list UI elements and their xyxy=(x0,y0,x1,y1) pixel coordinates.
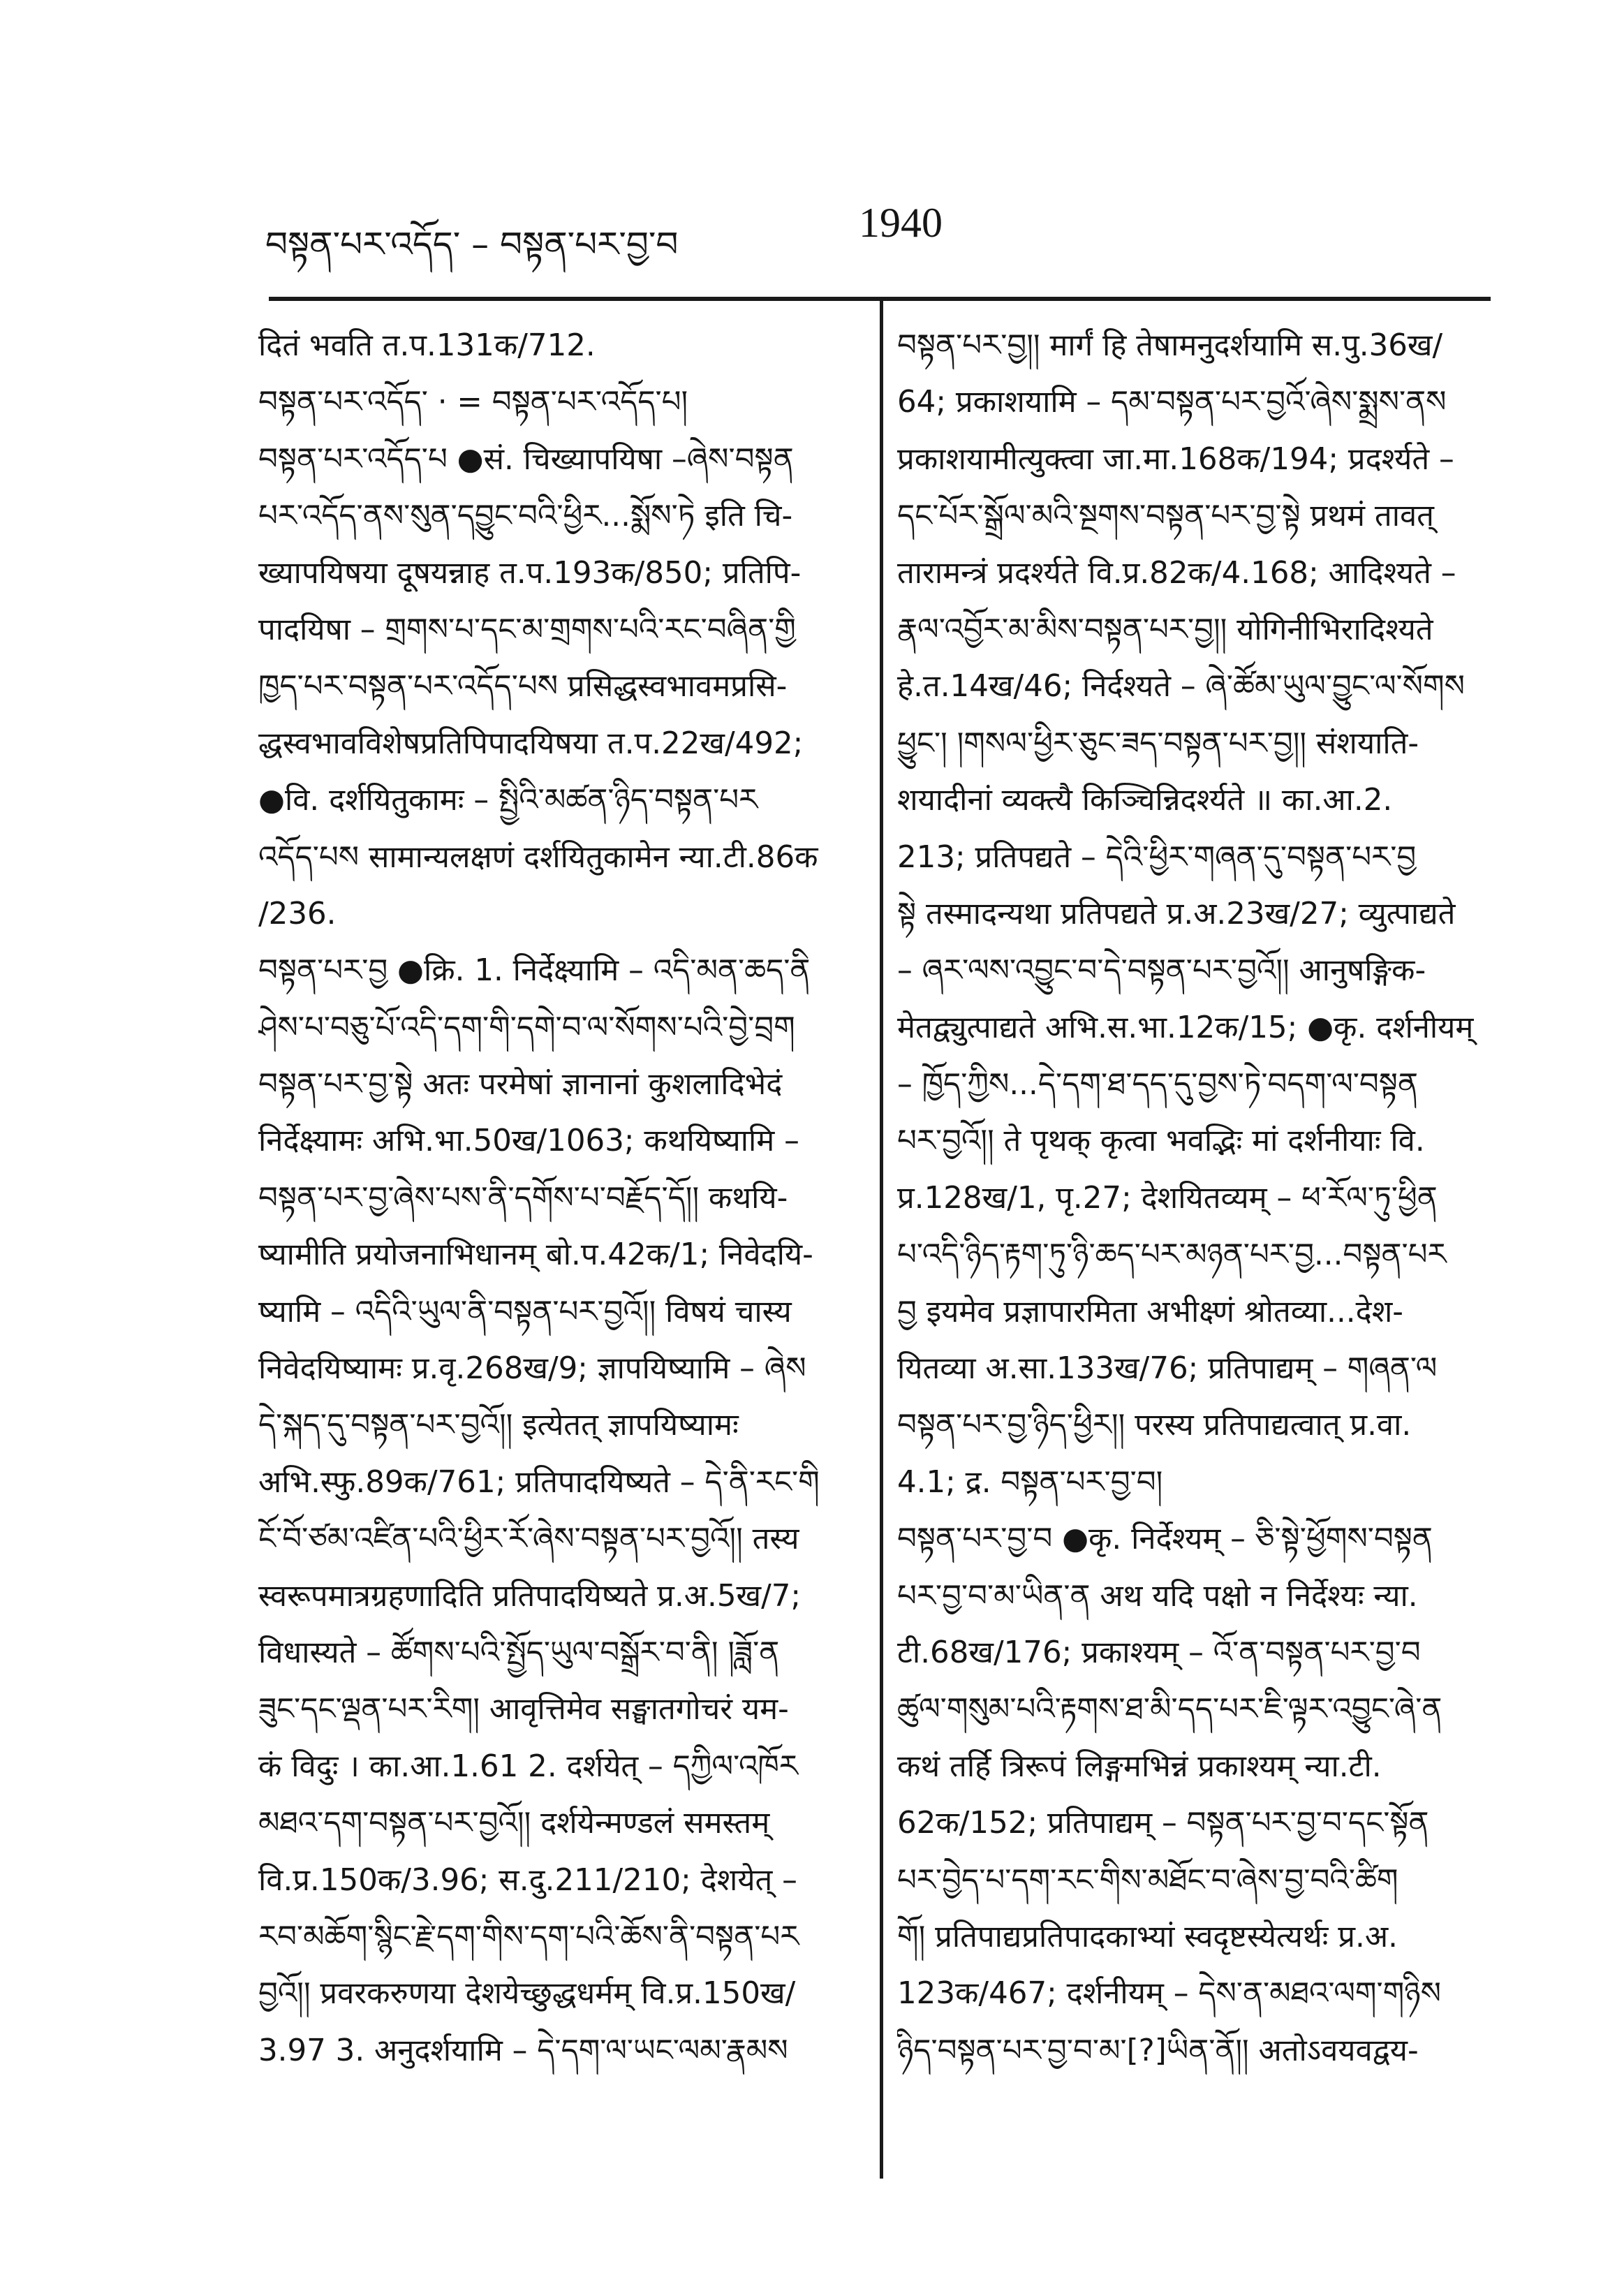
text-line: वि.प्र.150क/3.96; स.दु.211/210; देशयेत् – xyxy=(258,1862,797,1898)
text-line: हे.त.14ख/46; निर्दश्यते – ཞེ་ཚོམ་ཡུལ་བྱུང་ལ་སོགས xyxy=(897,669,1466,705)
text-line: शयादीनां व्यक्त्यै किञ्चिन्निदर्श्यते ॥ का.आ.2. xyxy=(897,783,1393,818)
text-line: – ཁྱོད་ཀྱིས...དེ་དག་ཐ་དད་དུ་བྱས་ཏེ་བདག་ལ་བསྟན xyxy=(897,1067,1419,1103)
text-line: 62क/152; प्रतिपाद्यम् – བསྟན་པར་བྱ་བ་དང་སྟོན xyxy=(897,1806,1429,1841)
text-line: ཤེས་པ་བཅུ་པོ་འདི་དག་གི་དགེ་བ་ལ་སོགས་པའི་བྱེ་བྲག xyxy=(258,1010,795,1045)
text-line: བསྟན་པར་བྱ་ཞེས་པས་ནི་དགོས་པ་བརྗོད་དོ།། कथयि- xyxy=(258,1180,788,1216)
text-line: བསྟན་པར་འདོད་པ ●सं. चिख्यापयिषा –ཞེས་བསྟན xyxy=(258,441,794,477)
text-line: པར་བྱེད་པ་དག་རང་གིས་མཐོང་བ་ཞེས་བྱ་བའི་ཚིག xyxy=(897,1862,1398,1898)
text-line: प्रकाशयामीत्युक्त्वा जा.मा.168क/194; प्रदर्श्यते – xyxy=(897,441,1454,477)
text-line: स्वरूपमात्रग्रहणादिति प्रतिपादयिष्यते प्र.अ.5ख/7; xyxy=(258,1578,802,1614)
text-line: द्धस्वभावविशेषप्रतिपिपादयिषया त.प.22ख/492; xyxy=(258,725,804,761)
text-line: པར་བྱའོ།། ते पृथक् कृत्वा भवद्भिः मां दर्शनीयाः वि. xyxy=(897,1124,1425,1159)
right-column xyxy=(897,318,1505,2079)
column-divider xyxy=(880,300,883,2179)
text-line: 64; प्रकाशयामि – དམ་བསྟན་པར་བྱའོ་ཞེས་སྨྲས་ནས xyxy=(897,385,1447,420)
text-line: པར་བྱ་བ་མ་ཡིན་ན अथ यदि पक्षो न निर्देश्यः न्या. xyxy=(897,1578,1418,1614)
text-line: དང་པོར་སྒྲོལ་མའི་སྔགས་བསྟན་པར་བྱ་སྟེ प्रथमं तावत् xyxy=(897,499,1434,534)
text-line: ष्यामीति प्रयोजनाभिधानम् बो.प.42क/1; निवेदयि- xyxy=(258,1237,813,1273)
text-line: अभि.स्फु.89क/761; प्रतिपादयिष्यते – དེ་ནི་རང་གི xyxy=(258,1464,820,1500)
text-line: प्र.128ख/1, पृ.27; देशयितव्यम् – ཕ་རོལ་ཏུ་ཕྱིན xyxy=(897,1180,1438,1216)
text-line: བསྟན་པར་འདོད་ · = བསྟན་པར་འདོད་པ། xyxy=(258,385,688,420)
text-line: ष्यामि – འདིའི་ཡུལ་ནི་བསྟན་པར་བྱའོ།། विषयं चास्य xyxy=(258,1294,792,1329)
text-line: པ་འདི་ཉིད་རྟག་ཏུ་ཉི་ཆད་པར་མཉན་པར་བྱ...བསྟན་པར xyxy=(897,1237,1447,1273)
text-line: འདོད་པས सामान्यलक्षणं दर्शयितुकामेन न्या.टी.86क xyxy=(258,839,818,875)
text-line: ●वि. दर्शयितुकामः – སྤྱིའི་མཚན་ཉིད་བསྟན་པར xyxy=(258,783,758,818)
text-line: दितं भवति त.प.131क/712. xyxy=(258,328,596,363)
text-line: རྣལ་འབྱོར་མ་མིས་བསྟན་པར་བྱ།། योगिनीभिरादिश्यते xyxy=(897,612,1433,647)
text-line: བསྟན་པར་བྱ་ཉིད་ཕྱིར།། परस्य प्रतिपाद्यत्वात् प्र.वा. xyxy=(897,1408,1412,1443)
text-line: 213; प्रतिपद्यते – དེའི་ཕྱིར་གཞན་དུ་བསྟན་པར་བྱ xyxy=(897,839,1417,875)
text-line: བྱའོ།། प्रवरकरुणया देशयेच्छुद्धधर्मम् वि.प्र.150ख/ xyxy=(258,1976,796,2012)
page-number: 1940 xyxy=(859,200,943,246)
text-line: ཚུལ་གསུམ་པའི་རྟགས་ཐ་མི་དད་པར་ཇི་ལྟར་འབྱུང་ཞེ་ན xyxy=(897,1692,1442,1728)
text-line: བསྟན་པར་བྱ་བ ●कृ. निर्देश्यम् – ཅི་སྟེ་ཕྱོགས་བསྟན xyxy=(897,1522,1433,1557)
headword-range: བསྟན་པར་འདོད་ – བསྟན་པར་བྱ་བ xyxy=(265,224,679,265)
text-line: तारामन्त्रं प्रदर्श्यते वि.प्र.82क/4.168; आदिश्यते – xyxy=(897,555,1456,591)
text-line: སྟེ तस्मादन्यथा प्रतिपद्यते प्र.अ.23ख/27; व्युत्पाद्यते xyxy=(897,896,1456,931)
text-line: /236. xyxy=(258,896,337,931)
text-line: བསྟན་པར་བྱ ●क्रि. 1. निर्देक्ष्यामि – འདི་མན་ཆད་ནི xyxy=(258,953,811,989)
text-line: བསྟན་པར་བྱ།། मार्गं हि तेषामनुदर्शयामि स.पु.36ख/ xyxy=(897,328,1443,363)
text-line: དེ་སྐད་དུ་བསྟན་པར་བྱའོ།། इत्येतत् ज्ञापयिष्यामः xyxy=(258,1408,739,1443)
text-line: टी.68ख/176; प्रकाश्यम् – འོ་ན་བསྟན་པར་བྱ་བ xyxy=(897,1635,1421,1670)
text-line: पादयिषा – གྲགས་པ་དང་མ་གྲགས་པའི་རང་བཞིན་གྱི xyxy=(258,612,796,647)
text-line: མཐའ་དག་བསྟན་པར་བྱའོ།། दर्शयेन्मण्डलं समस्तम् xyxy=(258,1806,770,1841)
text-line: कथं तर्हि त्रिरूपं लिङ्गमभिन्नं प्रकाश्यम् न्या.टी. xyxy=(897,1748,1382,1784)
text-line: 4.1; द्र. བསྟན་པར་བྱ་བ། xyxy=(897,1464,1163,1500)
text-line: निवेदयिष्यामः प्र.वृ.268ख/9; ज्ञापयिष्यामि – ཞེས xyxy=(258,1351,806,1387)
text-line: मेतद्व्युत्पाद्यते अभि.स.भा.12क/15; ●कृ. दर्शनीयम् xyxy=(897,1010,1474,1045)
text-line: – ཞར་ལས་འབྱུང་བ་དེ་བསྟན་པར་བྱའོ།། आनुषङ्गिक- xyxy=(897,953,1426,989)
text-line: निर्देक्ष्यामः अभि.भा.50ख/1063; कथयिष्यामि – xyxy=(258,1124,799,1159)
text-line: ཉིད་བསྟན་པར་བྱ་བ་མ་[?]ཡིན་ནོ།། अतोऽवयवद्वय- xyxy=(897,2033,1419,2068)
text-line: བསྟན་པར་བྱ་སྟེ अतः परमेषां ज्ञानानां कुशलादिभेदं xyxy=(258,1067,783,1103)
text-line: यितव्या अ.सा.133ख/76; प्रतिपाद्यम् – གཞན་ལ xyxy=(897,1351,1438,1387)
running-header xyxy=(265,199,1494,276)
text-line: པར་འདོད་ནས་སུན་དབྱུང་བའི་ཕྱིར...སྨོས་ཏེ इति चि- xyxy=(258,499,793,534)
text-line: 3.97 3. अनुदर्शयामि – དེ་དག་ལ་ཡང་ལམ་རྣམས xyxy=(258,2033,788,2068)
text-line: ཟུང་དང་ལྡན་པར་རིག། आवृत्तिमेव सङ्घातगोचरं यम- xyxy=(258,1692,789,1728)
left-column xyxy=(258,318,866,2079)
text-line: གོ། प्रतिपाद्यप्रतिपादकाभ्यां स्वदृष्टस्येत्यर्थः प्र.अ. xyxy=(897,1919,1398,1954)
text-line: विधास्यते – ཚོགས་པའི་སྤྱོད་ཡུལ་བསྒྲོར་བ་ནི། །ཟློ་ན xyxy=(258,1635,780,1670)
text-line: कं विदुः । का.आ.1.61 2. दर्शयेत् – དཀྱིལ་འཁོར xyxy=(258,1748,798,1784)
text-line: བྱ इयमेव प्रज्ञापारमिता अभीक्ष्णं श्रोतव्या...देश- xyxy=(897,1294,1403,1329)
text-line: ख्यापयिषया दूषयन्नाह त.प.193क/850; प्रतिपि- xyxy=(258,555,802,591)
text-line: 123क/467; दर्शनीयम् – དེས་ན་མཐའ་ལག་གཉིས xyxy=(897,1976,1441,2012)
text-line: ཕྱུང་། །གསལ་ཕྱིར་ཅུང་ཟད་བསྟན་པར་བྱ།། संशयाति- xyxy=(897,725,1419,761)
text-line: ངོ་བོ་ཙམ་འཛིན་པའི་ཕྱིར་རོ་ཞེས་བསྟན་པར་བྱའོ།། तस्य xyxy=(258,1522,799,1557)
text-line: རབ་མཆོག་སྙིང་རྗེ་དག་གིས་དག་པའི་ཆོས་ནི་བསྟན་པར xyxy=(258,1919,799,1954)
text-line: ཁྱད་པར་བསྟན་པར་འདོད་པས प्रसिद्धस्वभावमप्रसि- xyxy=(258,669,788,705)
